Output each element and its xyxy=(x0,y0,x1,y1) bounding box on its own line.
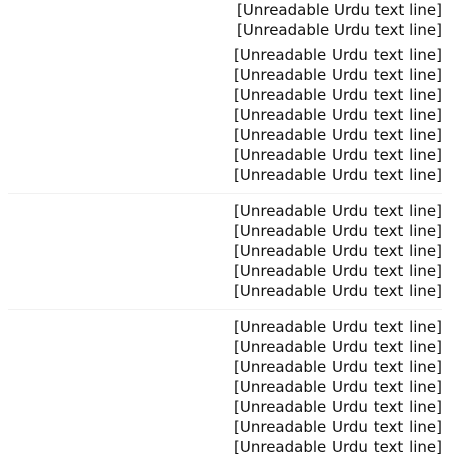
text-line: [Unreadable Urdu text line] xyxy=(234,106,442,124)
text-line: [Unreadable Urdu text line] xyxy=(234,262,442,280)
text-line: [Unreadable Urdu text line] xyxy=(234,126,442,144)
text-line: [Unreadable Urdu text line] xyxy=(234,46,442,64)
text-line: [Unreadable Urdu text line] xyxy=(234,282,442,300)
paragraph-spacing xyxy=(8,309,442,310)
paragraph-spacing xyxy=(8,193,442,194)
text-line: [Unreadable Urdu text line] xyxy=(234,202,442,220)
text-line: [Unreadable Urdu text line] xyxy=(234,242,442,260)
article-paragraph xyxy=(8,201,442,301)
text-line: [Unreadable Urdu text line] xyxy=(234,358,442,376)
text-line: [Unreadable Urdu text line] xyxy=(237,21,442,39)
text-line: [Unreadable Urdu text line] xyxy=(234,146,442,164)
text-line: [Unreadable Urdu text line] xyxy=(234,66,442,84)
text-line: [Unreadable Urdu text line] xyxy=(234,338,442,356)
previous-paragraph-fragment xyxy=(8,0,442,39)
text-line: [Unreadable Urdu text line] xyxy=(234,318,442,336)
text-line: [Unreadable Urdu text line] xyxy=(234,378,442,396)
article-body xyxy=(8,45,442,456)
text-line: [Unreadable Urdu text line] xyxy=(234,86,442,104)
text-line: [Unreadable Urdu text line] xyxy=(234,438,442,456)
text-line: [Unreadable Urdu text line] xyxy=(234,418,442,436)
text-line: [Unreadable Urdu text line] xyxy=(234,398,442,416)
text-line: [Unreadable Urdu text line] xyxy=(237,1,442,19)
article-paragraph xyxy=(8,317,442,457)
article-paragraph xyxy=(8,45,442,185)
text-line: [Unreadable Urdu text line] xyxy=(234,166,442,184)
text-line: [Unreadable Urdu text line] xyxy=(234,222,442,240)
